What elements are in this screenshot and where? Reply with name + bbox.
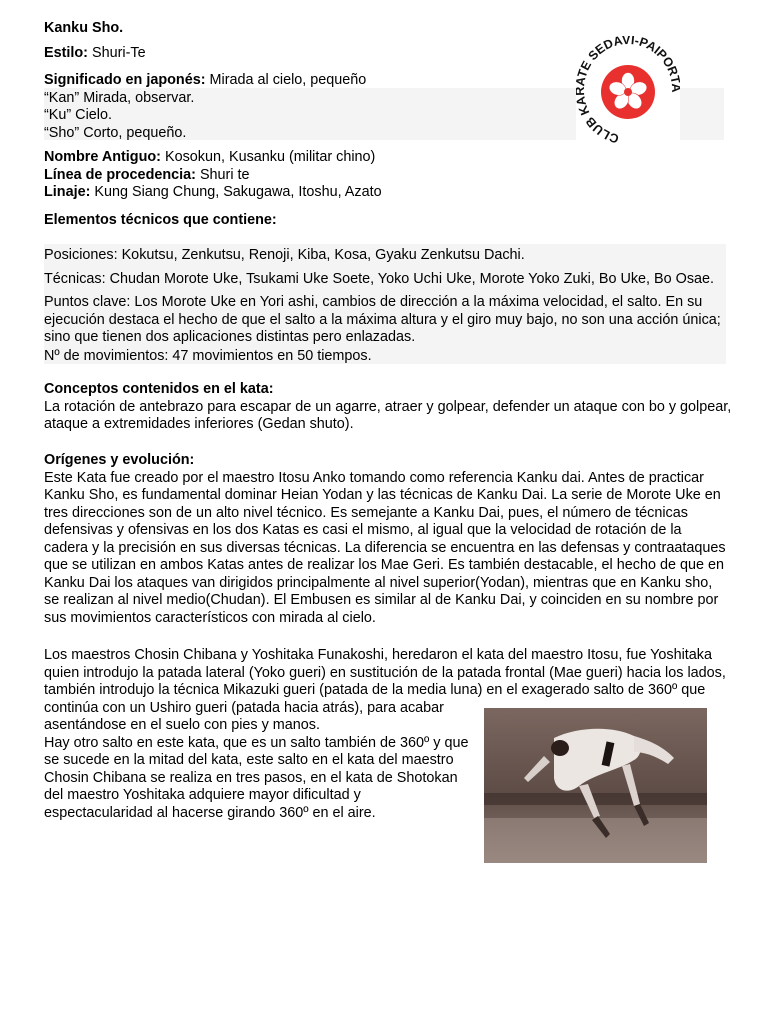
origenes-heading: Orígenes y evolución: [44, 452, 195, 468]
nombre-antiguo-line: Nombre Antiguo: Kosokun, Kusanku (militar chino) [44, 149, 376, 165]
document-title: Kanku Sho. [44, 20, 124, 36]
significado-block: Significado en japonés: Mirada al cielo, pequeño “Kan” Mirada, observar. “Ku” Cielo. “Sho” Corto, pequeño. [44, 72, 367, 141]
linaje-line: Linaje: Kung Siang Chung, Sakugawa, Itoshu, Azato [44, 184, 382, 200]
maestros-block: Los maestros Chosin Chibana y Yoshitaka Funakoshi, heredaron el kata del maestro Itosu, fue Yoshitaka quien introdujo la patada lateral (Yoko gueri) en sustitución de la patada frontal (Mae gueri) hacia los lados, también introdujo la técnica Mikazuki gueri (patada de la media luna) en el exagerado salto de 360º que continúa con un Ushiro gueri (patada hacia atrás), para acabar asentándose en el suelo con pies y manos. Hay otro salto en este kata, que es un salto también de 360º y que se sucede en la mitad del kata, este salto en el kata del maestro Chosin Chibana se realiza en tres pasos, en el kata de Shotokan del maestro Yoshitaka adquiere mayor dificultad y espectacularidad al hacerse girando 360º en el aire. [44, 647, 726, 821]
tecnicas-line: Técnicas: Chudan Morote Uke, Tsukami Uke Soete, Yoko Uchi Uke, Morote Yoko Zuki, Bo Uke, Bo Osae. [44, 271, 715, 287]
historical-block [44, 149, 382, 202]
puntos-clave-block: Puntos clave: Los Morote Uke en Yori ashi, cambios de dirección a la máxima velocidad, el salto. En su ejecución destaca el hecho de que el salto a la máxima altura y el giro muy bajo, no son una acción única; sino que tienen dos aplicaciones distintas pero enlazadas. [44, 294, 721, 345]
origenes-block: Orígenes y evolución: Este Kata fue creado por el maestro Itosu Anko tomando como referencia Kanku dai. Antes de practicar Kanku Sho, es fundamental dominar Heian Yodan y las técnicas de Kanku Dai. La serie de Morote Uke en tres direcciones son de un alto nivel técnico. Es semejante a Kanku Dai, pues, el número de técnicas defensivas y ofensivas en los dos Katas es casi el mismo, al igual que la velocidad de rotación de la cadera y la precisión en sus diversas técnicas. La diferencia se encuentra en las defensas y contraataques que se utilizan en ambos Katas antes de realizar los Mae Geri. Es también destacable, el hecho de que en Kanku Dai los ataques van dirigidos principalmente al nivel superior(Yodan), mientras que en Kanku sho, se realizan al nivel medio(Chudan). El Embusen es similar al de Kanku Dai, y coinciden en su nombre por sus movimientos característicos con mirada al cielo. [44, 452, 726, 626]
linea-line: Línea de procedencia: Shuri te [44, 166, 250, 183]
conceptos-block: Conceptos contenidos en el kata: La rotación de antebrazo para escapar de un agarre, atraer y golpear, defender un ataque con bo y golpear, ataque a extremidades inferiores (Gedan shuto). [44, 381, 732, 432]
karateka-jump-photo [484, 708, 707, 863]
estilo-line: Estilo: Shuri-Te [44, 45, 146, 61]
elementos-heading: Elementos técnicos que contiene: [44, 212, 277, 228]
movimientos-line: Nº de movimientos: 47 movimientos en 50 tiempos. [44, 348, 372, 364]
svg-text:CLUB KARATE SEDAVÍ-PAIPORTA: CLUB K TE SEDAVÍ-PAIPOR [576, 36, 680, 146]
conceptos-heading: Conceptos contenidos en el kata: [44, 381, 274, 397]
club-logo [576, 36, 680, 148]
posiciones-line: Posiciones: Kokutsu, Zenkutsu, Renoji, Kiba, Kosa, Gyaku Zenkutsu Dachi. [44, 247, 525, 263]
